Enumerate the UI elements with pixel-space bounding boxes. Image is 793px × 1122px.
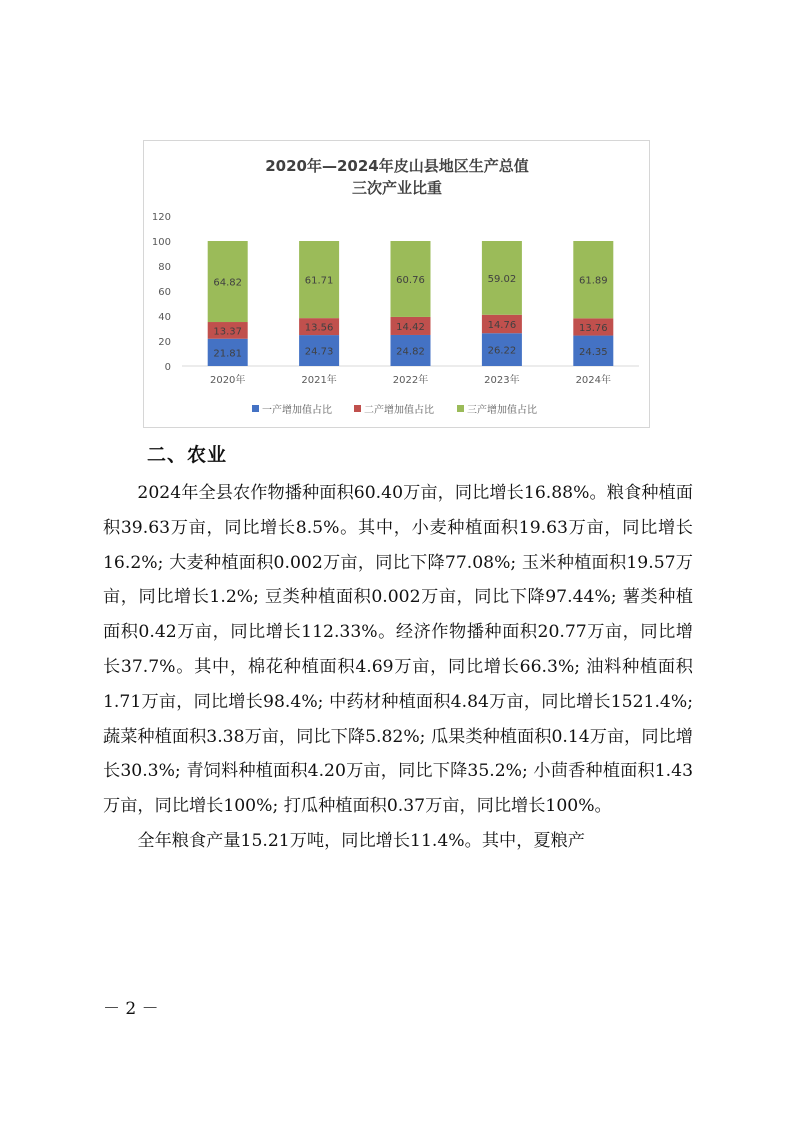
data-label: 61.89 <box>578 275 608 287</box>
data-label: 24.73 <box>304 346 334 358</box>
legend-label-1: 一产增加值占比 <box>262 405 332 416</box>
data-label: 60.76 <box>396 274 425 286</box>
data-label: 13.56 <box>304 322 334 334</box>
page-number: － 2 － <box>103 999 159 1019</box>
paragraph-grain-output: 全年粮食产量15.21万吨，同比增长11.4%。其中，夏粮产 <box>137 830 585 851</box>
data-label: 24.82 <box>396 346 425 358</box>
legend-swatch-2 <box>354 405 361 412</box>
x-tick-label: 2022年 <box>392 375 429 386</box>
section-heading: 二、农业 <box>147 444 228 466</box>
legend-swatch-1 <box>252 405 259 412</box>
y-tick-label: 0 <box>164 362 171 373</box>
data-label: 64.82 <box>213 277 243 289</box>
y-tick-label: 60 <box>158 287 171 298</box>
x-tick-label: 2020年 <box>209 375 246 386</box>
data-label: 24.35 <box>578 346 608 358</box>
data-label: 13.76 <box>578 322 608 334</box>
data-label: 26.22 <box>487 345 517 357</box>
chart-container <box>143 140 650 428</box>
data-label: 13.37 <box>213 326 243 338</box>
y-tick-label: 40 <box>158 312 171 323</box>
x-tick-label: 2023年 <box>484 375 520 386</box>
paragraph-sown-area: 2024年全县农作物播种面积60.40万亩，同比增长16.88%。粮食种植面积39.63万亩，同比增长8.5%。其中，小麦种植面积19.63万亩，同比增长16.2%; 大麦种植面积0.002万亩，同比下降77.08%; 玉米种植面积19.57万亩，同比增长1.2%; 豆类种植面积0.002万亩，同比下降97.44%; 薯类种植面积0.42万亩，同比增长112.33%。经济作物播种面积20.77万亩，同比增长37.7%。其中，棉花种植面积4.69万亩，同比增长66.3%; 油料种植面积1.71万亩，同比增长98.4%; 中药材种植面积4.84万亩，同比增长1521.4%; 蔬菜种植面积3.38万亩，同比下降5.82%; 瓜果类种植面积0.14万亩，同比增长30.3%; 青饲料种植面积4.20万亩，同比下降35.2%; 小茴香种植面积1.43万亩，同比增长100%; 打瓜种植面积0.37万亩，同比增长100%。 <box>103 483 693 817</box>
chart-title-line-1: 2020年—2024年皮山县地区生产总值 <box>265 157 529 175</box>
y-tick-label: 120 <box>151 212 171 223</box>
data-label: 21.81 <box>213 348 243 360</box>
legend-label-2: 二产增加值占比 <box>364 405 434 416</box>
legend-label-3: 三产增加值占比 <box>467 405 537 416</box>
chart-title-line-2: 三次产业比重 <box>351 179 443 197</box>
data-label: 59.02 <box>487 273 517 285</box>
x-tick-label: 2024年 <box>575 375 612 386</box>
x-tick-label: 2021年 <box>301 375 337 386</box>
data-label: 14.42 <box>396 321 425 333</box>
y-tick-label: 80 <box>158 262 171 273</box>
legend-swatch-3 <box>457 405 464 412</box>
stacked-bar-chart <box>144 141 649 427</box>
data-label: 61.71 <box>304 275 334 287</box>
body-text <box>103 476 693 859</box>
data-label: 14.76 <box>487 320 517 331</box>
y-tick-label: 100 <box>151 237 171 248</box>
y-tick-label: 20 <box>158 337 171 348</box>
